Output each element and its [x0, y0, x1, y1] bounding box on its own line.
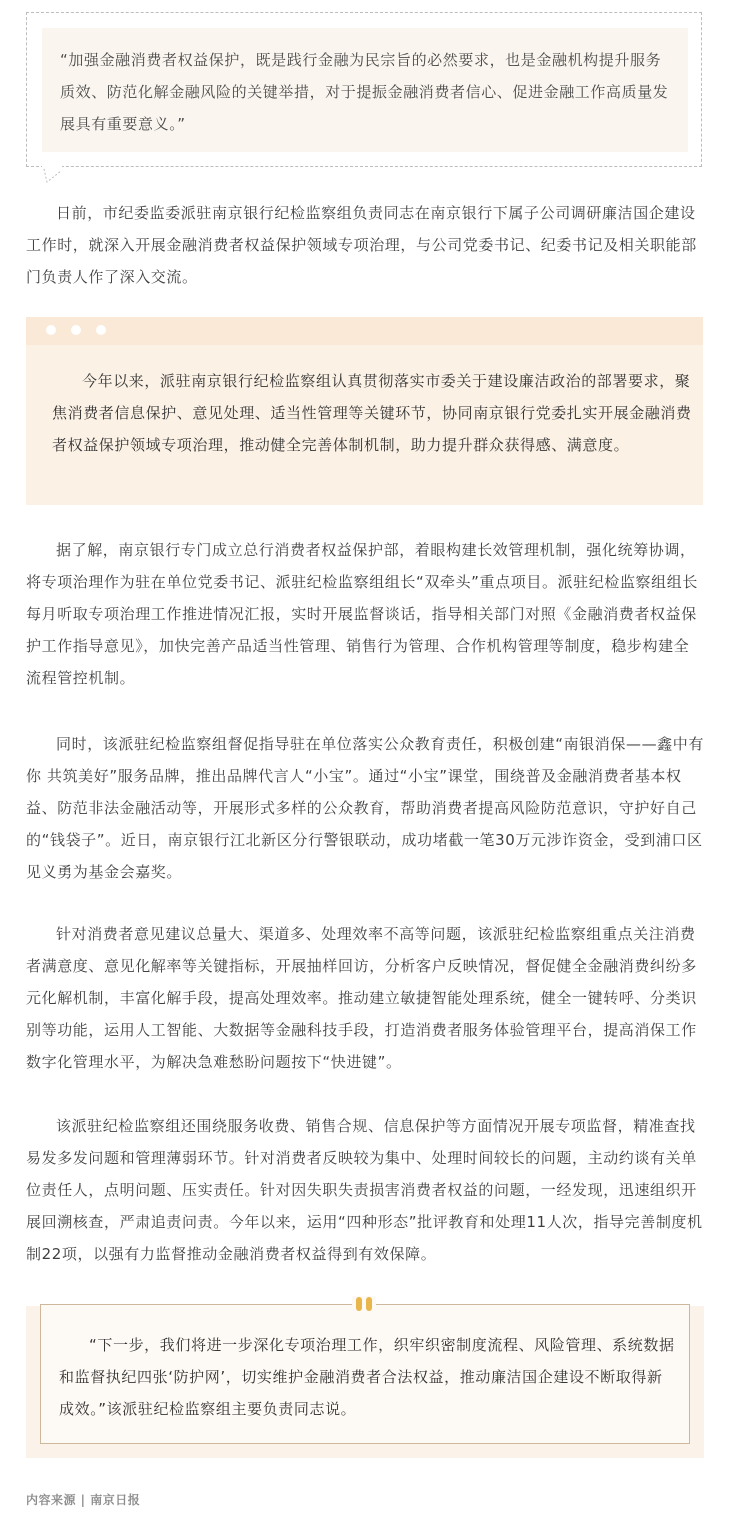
- closing-quote-text: “下一步，我们将进一步深化专项治理工作，织牢织密制度流程、风险管理、系统数据和监督执纪四张‘防护网’，切实维护金融消费者合法权益，推动廉洁国企建设不断取得新成效。”该派驻纪检监察组主要负责同志说。: [59, 1336, 675, 1418]
- paragraph-text: 针对消费者意见建议总量大、渠道多、处理效率不高等问题，该派驻纪检监察组重点关注消费者满意度、意见化解率等关键指标，开展抽样回访，分析客户反映情况，督促健全金融消费纠纷多元化解机制，丰富化解手段，提高处理效率。推动建立敏捷智能处理系统，健全一键转呼、分类识别等功能，运用人工智能、大数据等金融科技手段，打造消费者服务体验管理平台，提高消保工作数字化管理水平，为解决急难愁盼问题按下“快进键”。: [26, 925, 697, 1071]
- speech-tail-icon: [42, 165, 62, 183]
- intro-quote-inner: [42, 28, 688, 152]
- paragraph-text: 据了解，南京银行专门成立总行消费者权益保护部，着眼构建长效管理机制，强化统筹协调，将专项治理作为驻在单位党委书记、派驻纪检监察组组长“双牵头”重点项目。派驻纪检监察组组长每月听取专项治理工作推进情况汇报，实时开展监督谈话，指导相关部门对照《金融消费者权益保护工作指导意见》，加快完善产品适当性管理、销售行为管理、合作机构管理等制度，稳步构建全流程管控机制。: [26, 541, 698, 687]
- highlight-box: [26, 317, 703, 505]
- content-source: 内容来源 | 南京日报: [26, 1493, 141, 1507]
- closing-quote-box: [40, 1304, 690, 1444]
- article-paragraph: [26, 197, 704, 293]
- quote-mark-icon: [352, 1296, 376, 1312]
- paragraph-text: 日前，市纪委监委派驻南京银行纪检监察组负责同志在南京银行下属子公司调研廉洁国企建设工作时，就深入开展金融消费者权益保护领域专项治理，与公司党委书记、纪委书记及相关职能部门负责人作了深入交流。: [26, 204, 697, 286]
- article-paragraph: [26, 728, 704, 888]
- highlight-header-bar: [26, 317, 703, 345]
- dot-icon: [71, 325, 81, 335]
- article-paragraph: [26, 1110, 704, 1270]
- article-paragraph: [26, 534, 704, 694]
- paragraph-text: 同时，该派驻纪检监察组督促指导驻在单位落实公众教育责任，积极创建“南银消保——鑫中有你 共筑美好”服务品牌，推出品牌代言人“小宝”。通过“小宝”课堂，围绕普及金融消费者基本权益、防范非法金融活动等，开展形式多样的公众教育，帮助消费者提高风险防范意识，守护好自己的“钱袋子”。近日，南京银行江北新区分行警银联动，成功堵截一笔30万元涉诈资金，受到浦口区见义勇为基金会嘉奖。: [26, 735, 704, 881]
- intro-quote-text: “加强金融消费者权益保护，既是践行金融为民宗旨的必然要求，也是金融机构提升服务质效、防范化解金融风险的关键举措，对于提振金融消费者信心、促进金融工作高质量发展具有重要意义。”: [60, 51, 669, 133]
- paragraph-text: 该派驻纪检监察组还围绕服务收费、销售合规、信息保护等方面情况开展专项监督，精准查找易发多发问题和管理薄弱环节。针对消费者反映较为集中、处理时间较长的问题，主动约谈有关单位责任人，点明问题、压实责任。针对因失职失责损害消费者权益的问题，一经发现，迅速组织开展回溯核查，严肃追责问责。今年以来，运用“四种形态”批评教育和处理11人次，指导完善制度机制22项，以强有力监督推动金融消费者权益得到有效保障。: [26, 1117, 703, 1263]
- highlight-text: 今年以来，派驻南京银行纪检监察组认真贯彻落实市委关于建设廉洁政治的部署要求，聚焦消费者信息保护、意见处理、适当性管理等关键环节，协同南京银行党委扎实开展金融消费者权益保护领域专项治理，推动健全完善体制机制，助力提升群众获得感、满意度。: [52, 372, 692, 454]
- article-paragraph: [26, 918, 704, 1078]
- intro-quote-box: [26, 12, 702, 167]
- dot-icon: [46, 325, 56, 335]
- dot-icon: [96, 325, 106, 335]
